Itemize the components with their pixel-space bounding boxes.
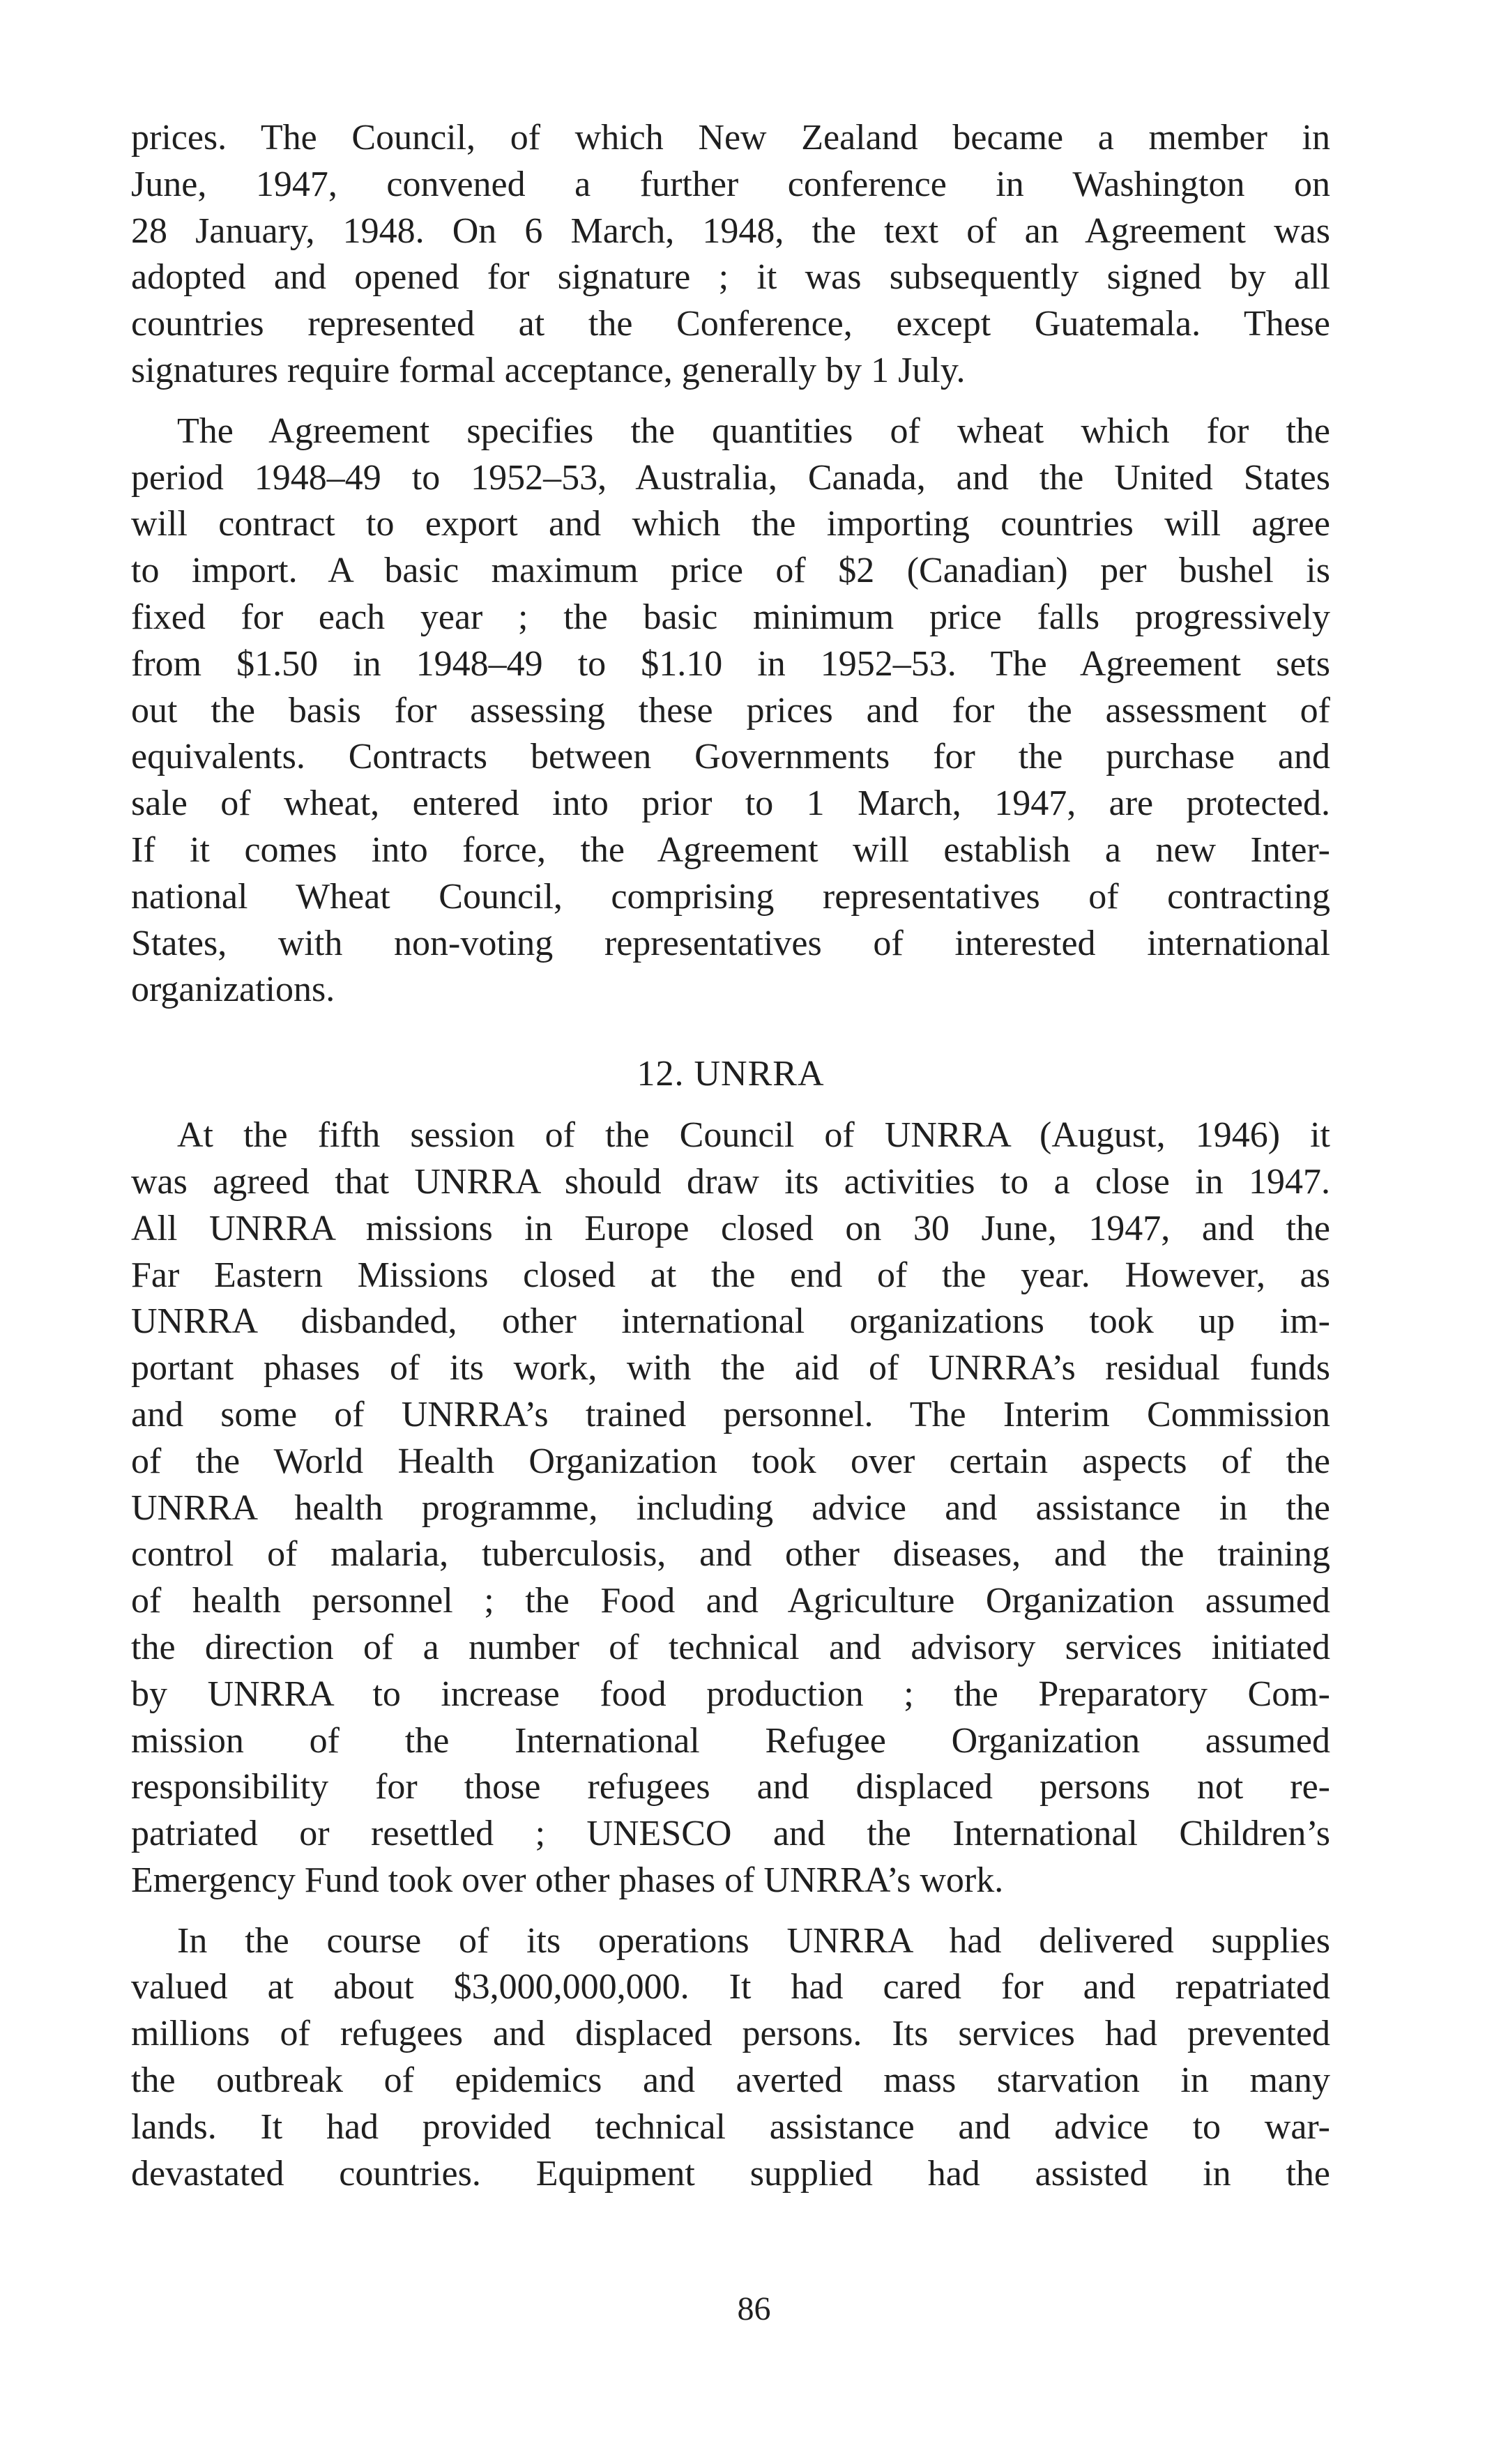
text-line: In the course of its operations UNRRA had delivered supplies bbox=[177, 1920, 1330, 1961]
text-line: the outbreak of epidemics and averted mass starvation in many bbox=[131, 2060, 1330, 2101]
text-line: States, with non-voting representatives of interested international bbox=[131, 923, 1330, 963]
text-line: lands. It had provided technical assistance and advice to war- bbox=[131, 2106, 1330, 2147]
text-line: countries represented at the Conference, except Guatemala. These bbox=[131, 304, 1330, 344]
text-line: All UNRRA missions in Europe closed on 30 June, 1947, and the bbox=[131, 1208, 1330, 1248]
paragraph-wheat-council bbox=[131, 115, 1330, 395]
text-line: was agreed that UNRRA should draw its activities to a close in 1947. bbox=[131, 1161, 1330, 1202]
text-line: UNRRA health programme, including advice and assistance in the bbox=[131, 1487, 1330, 1528]
text-line: control of malaria, tuberculosis, and other diseases, and the training bbox=[131, 1534, 1330, 1575]
text-line: national Wheat Council, comprising representatives of contracting bbox=[131, 876, 1330, 917]
page-number: 86 bbox=[737, 2290, 771, 2327]
text-line: by UNRRA to increase food production ; the Preparatory Com- bbox=[131, 1674, 1330, 1714]
paragraph-unrra-achievements bbox=[131, 1918, 1330, 2198]
text-line: At the fifth session of the Council of UNRRA (August, 1946) it bbox=[177, 1115, 1330, 1156]
text-line: adopted and opened for signature ; it was subsequently signed by all bbox=[131, 257, 1330, 298]
text-line: sale of wheat, entered into prior to 1 March, 1947, are protected. bbox=[131, 783, 1330, 824]
text-line: Far Eastern Missions closed at the end of the year. However, as bbox=[131, 1255, 1330, 1295]
text-line: out the basis for assessing these prices and for the assessment of bbox=[131, 690, 1330, 730]
text-line: mission of the International Refugee Organization assumed bbox=[131, 1720, 1330, 1761]
text-line: prices. The Council, of which New Zealand became a member in bbox=[131, 118, 1330, 158]
text-line: millions of refugees and displaced persons. Its services had prevented bbox=[131, 2014, 1330, 2054]
text-line: devastated countries. Equipment supplied had assisted in the bbox=[131, 2153, 1330, 2194]
text-line: will contract to export and which the importing countries will agree bbox=[131, 504, 1330, 544]
text-line: responsibility for those refugees and displaced persons not re- bbox=[131, 1767, 1330, 1807]
text-line: 28 January, 1948. On 6 March, 1948, the text of an Agreement was bbox=[131, 211, 1330, 251]
paragraph-unrra-closure bbox=[131, 1112, 1330, 1904]
section-heading: 12. UNRRA bbox=[637, 1054, 825, 1094]
text-line: portant phases of its work, with the aid of UNRRA’s residual funds bbox=[131, 1348, 1330, 1388]
text-line: signatures require formal acceptance, generally by 1 July. bbox=[131, 350, 966, 390]
text-line: fixed for each year ; the basic minimum price falls progressively bbox=[131, 597, 1330, 637]
text-line: If it comes into force, the Agreement will establish a new Inter- bbox=[131, 829, 1330, 870]
text-line: The Agreement specifies the quantities of wheat which for the bbox=[177, 411, 1330, 451]
paragraph-wheat-agreement bbox=[131, 408, 1330, 1013]
page-body bbox=[131, 115, 1330, 2197]
text-line: to import. A basic maximum price of $2 (Canadian) per bushel is bbox=[131, 551, 1330, 591]
text-line: and some of UNRRA’s trained personnel. The Interim Commission bbox=[131, 1394, 1330, 1434]
text-line: organizations. bbox=[131, 970, 335, 1010]
text-line: Emergency Fund took over other phases of UNRRA’s work. bbox=[131, 1860, 1004, 1900]
text-line: valued at about $3,000,000,000. It had cared for and repatriated bbox=[131, 1967, 1330, 2007]
text-line: UNRRA disbanded, other international organizations took up im- bbox=[131, 1301, 1330, 1342]
text-line: patriated or resettled ; UNESCO and the International Children’s bbox=[131, 1814, 1330, 1854]
text-line: the direction of a number of technical and advisory services initiated bbox=[131, 1627, 1330, 1667]
text-line: of health personnel ; the Food and Agriculture Organization assumed bbox=[131, 1581, 1330, 1621]
text-line: June, 1947, convened a further conference in Washington on bbox=[131, 164, 1330, 204]
text-line: equivalents. Contracts between Governments for the purchase and bbox=[131, 737, 1330, 777]
text-line: of the World Health Organization took over certain aspects of the bbox=[131, 1441, 1330, 1481]
text-line: from $1.50 in 1948–49 to $1.10 in 1952–53. The Agreement sets bbox=[131, 643, 1330, 684]
text-line: period 1948–49 to 1952–53, Australia, Canada, and the United States bbox=[131, 457, 1330, 498]
